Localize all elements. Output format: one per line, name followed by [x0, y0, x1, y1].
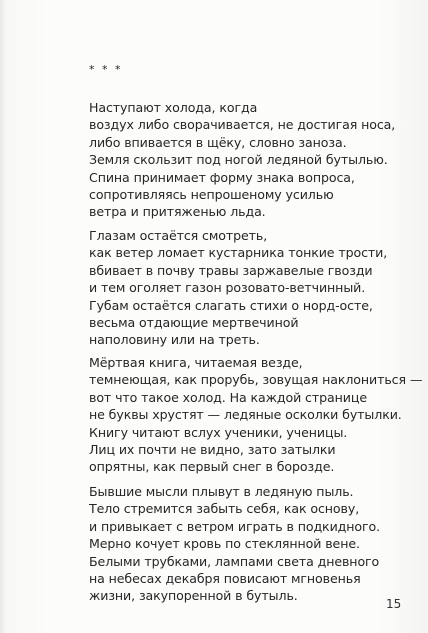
stanza-1 [89, 99, 395, 221]
poem-line: Спина принимает форму знака вопроса, [89, 169, 355, 185]
poem-line: Земля скользит под ногой ледяной бутылью. [89, 152, 388, 168]
poem-line: Белыми трубками, лампами света дневного [89, 553, 380, 569]
poem-line: Мёртвая книга, читаемая везде, [89, 355, 303, 370]
poem-line: весьма отдающие мертвечиной [89, 315, 299, 331]
poem-line: Мерно кочует кровь по стеклянной вене. [89, 536, 360, 552]
poem-line: жизни, закупоренной в бутыль. [89, 588, 298, 604]
poem-line: Бывшие мысли плывут в ледяную пыль. [89, 484, 354, 499]
poem-line: темнеющая, как прорубь, зовущая наклониться — [89, 372, 423, 388]
poem-line: Губам остаётся слагать стихи о норд-осте, [89, 297, 373, 313]
poem-line: сопротивляясь непрошеному усилью [89, 187, 334, 203]
poem-line: Глазам остаётся смотреть, [89, 228, 268, 243]
poem-line: опрятны, как первый снег в борозде. [89, 459, 335, 475]
page-number: 15 [386, 597, 402, 611]
poem-line: Тело стремится забыть себя, как основу, [89, 501, 360, 517]
stanza-3 [89, 354, 422, 476]
poem-line: ветра и притяженью льда. [89, 204, 266, 220]
page-gutter-shadow [0, 0, 6, 633]
poem-line: либо впивается в щёку, словно заноза. [89, 134, 347, 150]
poem-line: Книгу читают вслух ученики, ученицы. [89, 424, 348, 440]
poem-line: вот что такое холод. На каждой странице [89, 389, 367, 405]
stanza-separator: * * * [89, 63, 123, 76]
poem-line: Лиц их почти не видно, зато затылки [89, 442, 336, 458]
poem-line: воздух либо сворачивается, не достигая носа, [89, 117, 396, 133]
poem-line: Наступают холода, когда [89, 100, 258, 115]
poem-line: вбивает в почву травы заржавелые гвозди [89, 262, 373, 278]
poem-line: и тем оголяет газон розовато-ветчинный. [89, 280, 366, 296]
poem-line: наполовину или на треть. [89, 332, 260, 348]
stanza-2 [89, 227, 387, 349]
stanza-4 [89, 483, 380, 605]
poem-line: не буквы хрустят — ледяные осколки бутылки. [89, 407, 402, 423]
poem-line: как ветер ломает кустарника тонкие трости, [89, 245, 388, 261]
poem-line: на небесах декабря повисают мгновенья [89, 571, 361, 587]
poem-line: и привыкает с ветром играть в подкидного. [89, 518, 381, 534]
